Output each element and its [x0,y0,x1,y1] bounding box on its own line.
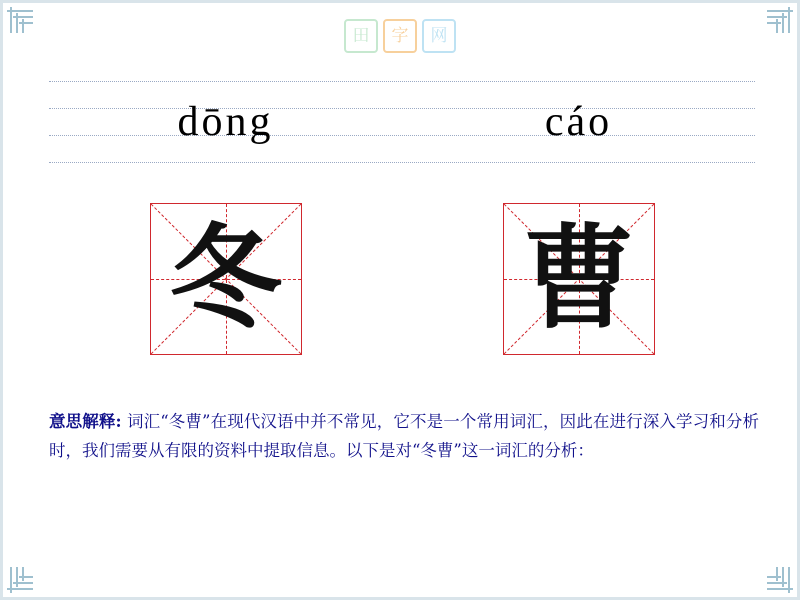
explanation-label: 意思解释: [49,412,122,431]
watermark-box-1: 田 [344,19,378,53]
pinyin-row [49,81,755,163]
watermark-box-2: 字 [383,19,417,53]
watermark-logo [344,19,456,53]
pinyin-text-1: dōng [177,99,274,145]
character-cell-1 [49,203,402,355]
character-cell-2 [402,203,755,355]
explanation-body: 词汇“冬曹”在现代汉语中并不常见，它不是一个常用词汇，因此在进行深入学习和分析时，我们需要从有限的资料中提取信息。以下是对“冬曹”这一词汇的分析： [49,412,759,460]
tianzige-box-2 [503,203,655,355]
watermark-box-3: 网 [422,19,456,53]
character-row [49,203,755,355]
pinyin-text-2: cáo [544,99,613,145]
corner-ornament-bottom-right [767,567,793,593]
corner-ornament-top-right [767,7,793,33]
tianzige-box-1 [150,203,302,355]
explanation-paragraph [49,408,759,466]
hanzi-character-2: 曹 [522,213,635,344]
corner-ornament-bottom-left [7,567,33,593]
corner-ornament-top-left [7,7,33,33]
hanzi-character-1: 冬 [169,213,282,344]
